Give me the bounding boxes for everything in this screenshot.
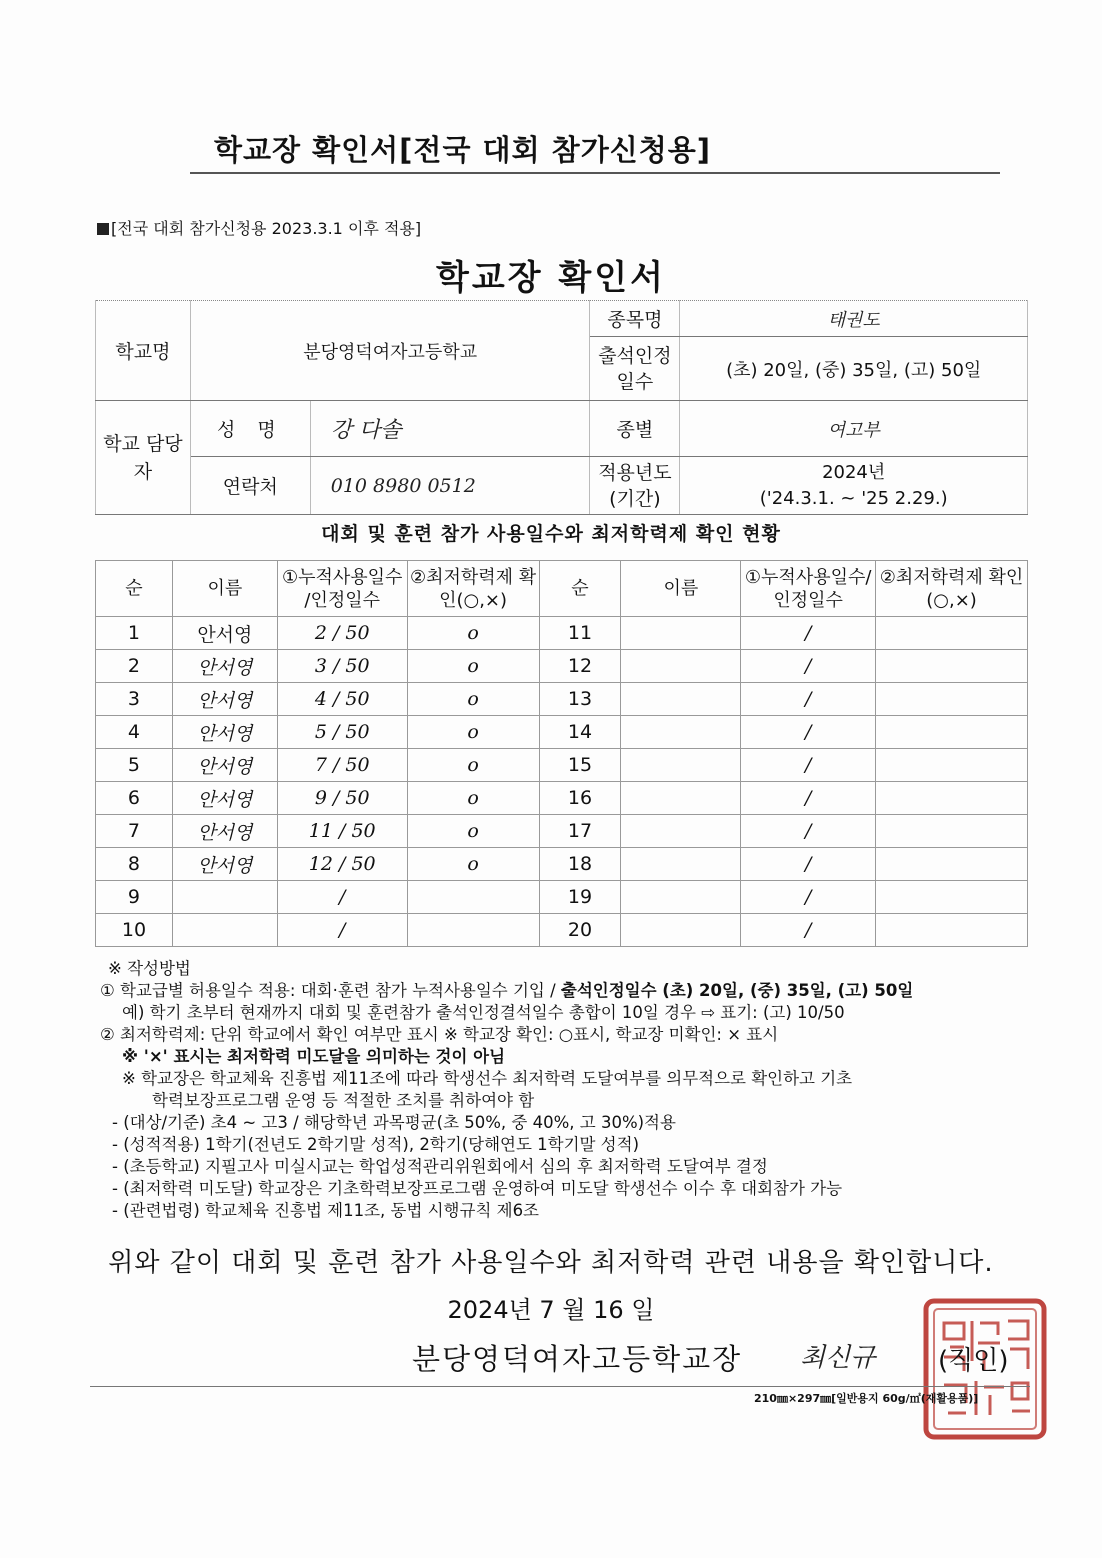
cell-days: 9 / 50 [277,782,407,815]
paper-size-note: 210㎜×297㎜[일반용지 60g/㎡(재활용품)] [754,1392,979,1405]
cell-no: 9 [96,881,173,914]
contact-person-label: 학교 담당자 [96,401,191,515]
notice-text: [전국 대회 참가신청용 2023.3.1 이후 적용] [111,219,422,238]
cell-no: 7 [96,815,173,848]
cell-check [876,782,1028,815]
cell-name: 안서영 [172,848,277,881]
cell-days: / [277,914,407,947]
confirmation-date: 2024년 7 월 16 일 [447,1296,655,1324]
title-divider [190,172,1000,174]
cell-days: 2 / 50 [277,617,407,650]
name-value: 강 다솔 [310,401,590,457]
cell-name: 안서영 [172,650,277,683]
cell-check [876,914,1028,947]
category-value: 여고부 [680,401,1028,457]
table-row [96,881,1028,914]
cell-no: 18 [539,848,621,881]
detail-4: - (최저학력 미도달) 학교장은 기초학력보장프로그램 운영하여 미도달 학생선수 이수 후 대회참가 가능 [112,1179,843,1198]
header-check: ②최저학력제 확인(○,×) [876,561,1028,617]
phone-value: 010 8980 0512 [310,457,590,515]
cell-name: 안서영 [172,782,277,815]
detail-3: - (초등학교) 지필고사 미실시교는 학업성적관리위원회에서 심의 후 최저학력 도달여부 결정 [112,1157,768,1176]
cell-days: 12 / 50 [277,848,407,881]
form-title: 학교장 확인서 [436,258,666,298]
header-days: ①누적사용일수 /인정일수 [277,561,407,617]
cell-no: 19 [539,881,621,914]
cell-name: 안서영 [172,683,277,716]
cell-check [876,848,1028,881]
header-check: ②최저학력제 확인(○,×) [407,561,539,617]
roster-body [96,617,1028,947]
note-2-a: ※ '×' 표시는 최저학력 미도달을 의미하는 것이 아님 [122,1047,506,1066]
header-name: 이름 [621,561,741,617]
note-2-b2: 학력보장프로그램 운영 등 적절한 조치를 취하여야 함 [152,1091,535,1110]
cell-name [621,650,741,683]
cell-check [407,881,539,914]
cell-check: o [407,782,539,815]
header-days: ①누적사용일수/ 인정일수 [741,561,876,617]
cell-no: 11 [539,617,621,650]
note-1 [100,980,1030,1002]
school-name: 분당영덕여자고등학교 [190,301,590,401]
cell-days: / [741,848,876,881]
cell-name [621,815,741,848]
sport-label: 종목명 [590,301,680,337]
cell-days: / [741,815,876,848]
cell-no: 5 [96,749,173,782]
table-row [96,716,1028,749]
square-bullet-icon [97,223,109,235]
year-label: 적용년도 (기간) [590,457,680,515]
section-title: 대회 및 훈련 참가 사용일수와 최저학력제 확인 현황 [321,523,781,545]
cell-no: 8 [96,848,173,881]
attend-label: 출석인정 일수 [590,337,680,401]
cell-no: 12 [539,650,621,683]
cell-days: 5 / 50 [277,716,407,749]
notes-heading: ※ 작성방법 [108,959,191,978]
info-table [95,300,1028,515]
period-value: ('24.3.1. ~ '25 2.29.) [759,487,948,509]
cell-name: 안서영 [172,815,277,848]
cell-no: 3 [96,683,173,716]
cell-name [172,881,277,914]
cell-no: 6 [96,782,173,815]
table-row [96,683,1028,716]
table-row [96,617,1028,650]
cell-name: 안서영 [172,749,277,782]
year-value: 2024년 [822,461,886,483]
cell-days: / [741,881,876,914]
header-name: 이름 [172,561,277,617]
cell-name: 안서영 [172,617,277,650]
cell-check [876,716,1028,749]
cell-days: 7 / 50 [277,749,407,782]
school-label: 학교명 [96,301,191,401]
note-2: ② 최저학력제: 단위 학교에서 확인 여부만 표시 ※ 학교장 확인: ○표시, 학교장 미확인: × 표시 [100,1025,779,1044]
cell-check [876,749,1028,782]
name-label: 성 명 [190,401,310,457]
notice-line [97,216,421,239]
cell-days: / [741,914,876,947]
cell-name [621,881,741,914]
cell-name [172,914,277,947]
detail-5: - (관련법령) 학교체육 진흥법 제11조, 동법 시행규칙 제6조 [112,1201,539,1220]
cell-name [621,782,741,815]
cell-no: 15 [539,749,621,782]
cell-check [876,617,1028,650]
sport-value: 태권도 [680,301,1028,337]
confirmation-statement: 위와 같이 대회 및 훈련 참가 사용일수와 최저학력 관련 내용을 확인합니다. [108,1248,994,1278]
cell-days: / [741,650,876,683]
cell-check [876,683,1028,716]
table-row [96,815,1028,848]
cell-days: 11 / 50 [277,815,407,848]
cell-days: 4 / 50 [277,683,407,716]
table-row [96,749,1028,782]
cell-name [621,749,741,782]
cell-name [621,914,741,947]
cell-days: / [741,749,876,782]
cell-no: 4 [96,716,173,749]
cell-days: / [741,683,876,716]
header-no: 순 [96,561,173,617]
cell-check: o [407,683,539,716]
cell-no: 1 [96,617,173,650]
document-title: 학교장 확인서[전국 대회 참가신청용] [214,133,712,167]
cell-days: / [741,782,876,815]
table-row [96,782,1028,815]
detail-2: - (성적적용) 1학기(전년도 2학기말 성적), 2학기(당해연도 1학기말 성적) [112,1135,640,1154]
phone-label: 연락처 [190,457,310,515]
detail-1: - (대상/기준) 초4 ~ 고3 / 해당학년 과목평균(초 50%, 중 40%, 고 30%)적용 [112,1113,676,1132]
bottom-divider [90,1386,1030,1387]
note-2-b1: ※ 학교장은 학교체육 진흥법 제11조에 따라 학생선수 최저학력 도달여부를 의무적으로 확인하고 기초 [122,1069,853,1088]
cell-no: 20 [539,914,621,947]
cell-days: 3 / 50 [277,650,407,683]
roster-table [95,560,1028,947]
table-row [96,914,1028,947]
cell-name [621,683,741,716]
cell-no: 10 [96,914,173,947]
note-1-example: 예) 학기 초부터 현재까지 대회 및 훈련참가 출석인정결석일수 총합이 10일 경우 ⇨ 표기: (고) 10/50 [122,1003,845,1022]
seal-label: (직인) [938,1346,1009,1376]
cell-no: 16 [539,782,621,815]
principal-title: 분당영덕여자고등학교장 [412,1342,743,1376]
note-1-text: ① 학교급별 허용일수 적용: 대회·훈련 참가 누적사용일수 기입 / [100,981,561,1000]
cell-check: o [407,617,539,650]
cell-no: 2 [96,650,173,683]
table-row [96,848,1028,881]
cell-no: 14 [539,716,621,749]
cell-check [876,815,1028,848]
cell-name [621,848,741,881]
cell-name: 안서영 [172,716,277,749]
cell-check: o [407,848,539,881]
instructions [100,958,1030,1222]
cell-check [876,650,1028,683]
cell-check: o [407,815,539,848]
year-cell [680,457,1028,515]
cell-check: o [407,716,539,749]
cell-no: 13 [539,683,621,716]
cell-check [407,914,539,947]
table-row [96,650,1028,683]
cell-no: 17 [539,815,621,848]
cell-days: / [741,716,876,749]
attend-value: (초) 20일, (중) 35일, (고) 50일 [680,337,1028,401]
header-no: 순 [539,561,621,617]
note-1-bold: 출석인정일수 (초) 20일, (중) 35일, (고) 50일 [560,981,914,1000]
category-label: 종별 [590,401,680,457]
cell-check [876,881,1028,914]
principal-signature: 최신규 [800,1343,876,1373]
cell-days: / [277,881,407,914]
cell-check: o [407,749,539,782]
cell-name [621,617,741,650]
cell-days: / [741,617,876,650]
cell-name [621,716,741,749]
cell-check: o [407,650,539,683]
